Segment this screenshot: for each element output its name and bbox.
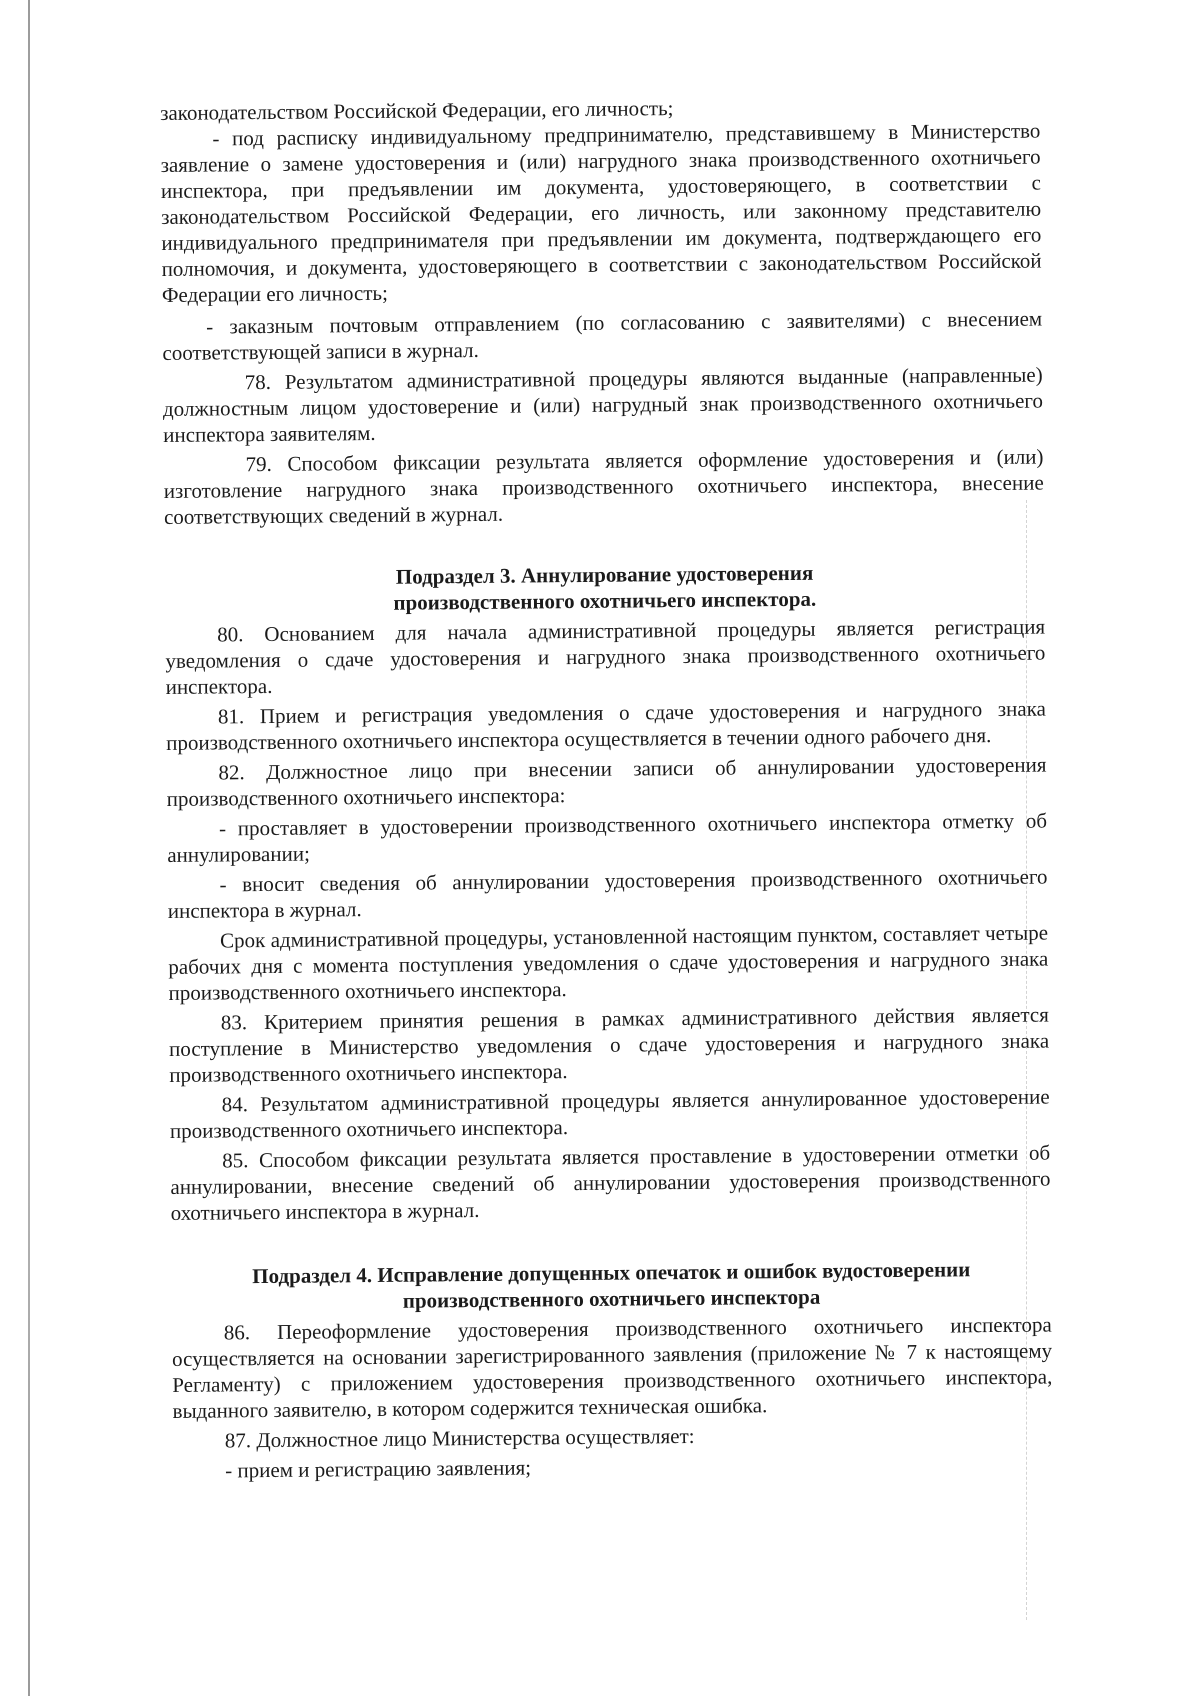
subsection-4-heading bbox=[171, 1255, 1051, 1315]
document-body bbox=[160, 92, 1053, 1484]
subsection-3-title-line1: Подраздел 3. Аннулирование удостоверения bbox=[395, 560, 814, 589]
paragraph-82: 82. Должностное лицо при внесении записи об аннулировании удостоверения производственного охотничьего инспектора: bbox=[166, 752, 1047, 811]
paragraph-79: 79. Способом фиксации результата является оформление удостоверения и (или) изготовление нагрудного знака производственного охотничьего инспектора, внесение соответствующих сведений в журнал. bbox=[163, 444, 1044, 529]
subsection-3-heading bbox=[164, 558, 1044, 618]
paragraph-82-term: Срок административной процедуры, установленной настоящим пунктом, составляет четыре рабочих дня с момента поступления уведомления о сдаче удостоверения и нагрудного знака производственного охотничьего инспектора. bbox=[168, 920, 1049, 1005]
paragraph-87-item-1: - прием и регистрацию заявления; bbox=[225, 1455, 532, 1483]
paragraph-82-item-1: - проставляет в удостоверении производственного охотничьего инспектора отметку об аннулировании; bbox=[167, 808, 1048, 867]
paragraph-86: 86. Переоформление удостоверения производственного охотничьего инспектора осуществляется на основании зарегистрированного заявления (приложение № 7 к настоящему Регламенту) с приложением удостоверения производственного охотничьего инспектора, выданного заявителю, в котором содержится техническая ошибка. bbox=[171, 1312, 1053, 1423]
paragraph-78: 78. Результатом административной процедуры являются выданные (направленные) должностным лицом удостоверение и (или) нагрудный знак производственного охотничьего инспектора заявителям. bbox=[162, 362, 1044, 447]
paragraph-84: 84. Результатом административной процедуры является аннулированное удостоверение производственного охотничьего инспектора. bbox=[169, 1084, 1050, 1143]
paragraph-83: 83. Критерием принятия решения в рамках административного действия является поступление в Министерство уведомления о сдаче удостоверения и нагрудного знака производственного охотничьего инспектора. bbox=[168, 1002, 1050, 1087]
paragraph-81: 81. Прием и регистрация уведомления о сдаче удостоверения и нагрудного знака производственного охотничьего инспектора осуществляется в течении одного рабочего дня. bbox=[166, 696, 1046, 755]
paragraph-80: 80. Основанием для начала административной процедуры является регистрация уведомления о сдаче удостоверения и нагрудного знака производственного охотничьего инспектора. bbox=[165, 614, 1046, 699]
paragraph-85: 85. Способом фиксации результата является проставление в удостоверении отметки об аннулировании, внесение сведений об аннулировании удостоверения производственного охотничьего инспектора в журнал. bbox=[170, 1140, 1051, 1225]
scan-binding-edge bbox=[28, 0, 30, 1696]
subsection-4-title-line2: производственного охотничьего инспектора bbox=[402, 1284, 821, 1313]
subsection-4-title-line1: Подраздел 4. Исправление допущенных опечаток и ошибок вудостоверении bbox=[252, 1257, 971, 1289]
paragraph-87: 87. Должностное лицо Министерства осуществляет: bbox=[224, 1423, 695, 1453]
paragraph-intro-tail: законодательством Российской Федерации, его личность; bbox=[160, 96, 674, 125]
paragraph-mail: - заказным почтовым отправлением (по согласованию с заявителями) с внесением соответствующей записи в журнал. bbox=[162, 306, 1043, 365]
subsection-3-title-line2: производственного охотничьего инспектора. bbox=[393, 586, 817, 615]
paragraph-82-item-2: - вносит сведения об аннулировании удостоверения производственного охотничьего инспектора в журнал. bbox=[167, 864, 1048, 923]
paragraph-receipt: - под расписку индивидуальному предпринимателю, представившему в Министерство заявление о замене удостоверения и (или) нагрудного знака производственного охотничьего инспектора, при предъявлении им документа, удостоверяющего, в соответствии с законодательством Российской Федерации, его личность, или законному представителю индивидуального предпринимателя при предъявлении им документа, подтверждающего его полномочия, и документа, удостоверяющего в соответствии с законодательством Российской Федерации его личность; bbox=[160, 118, 1042, 307]
